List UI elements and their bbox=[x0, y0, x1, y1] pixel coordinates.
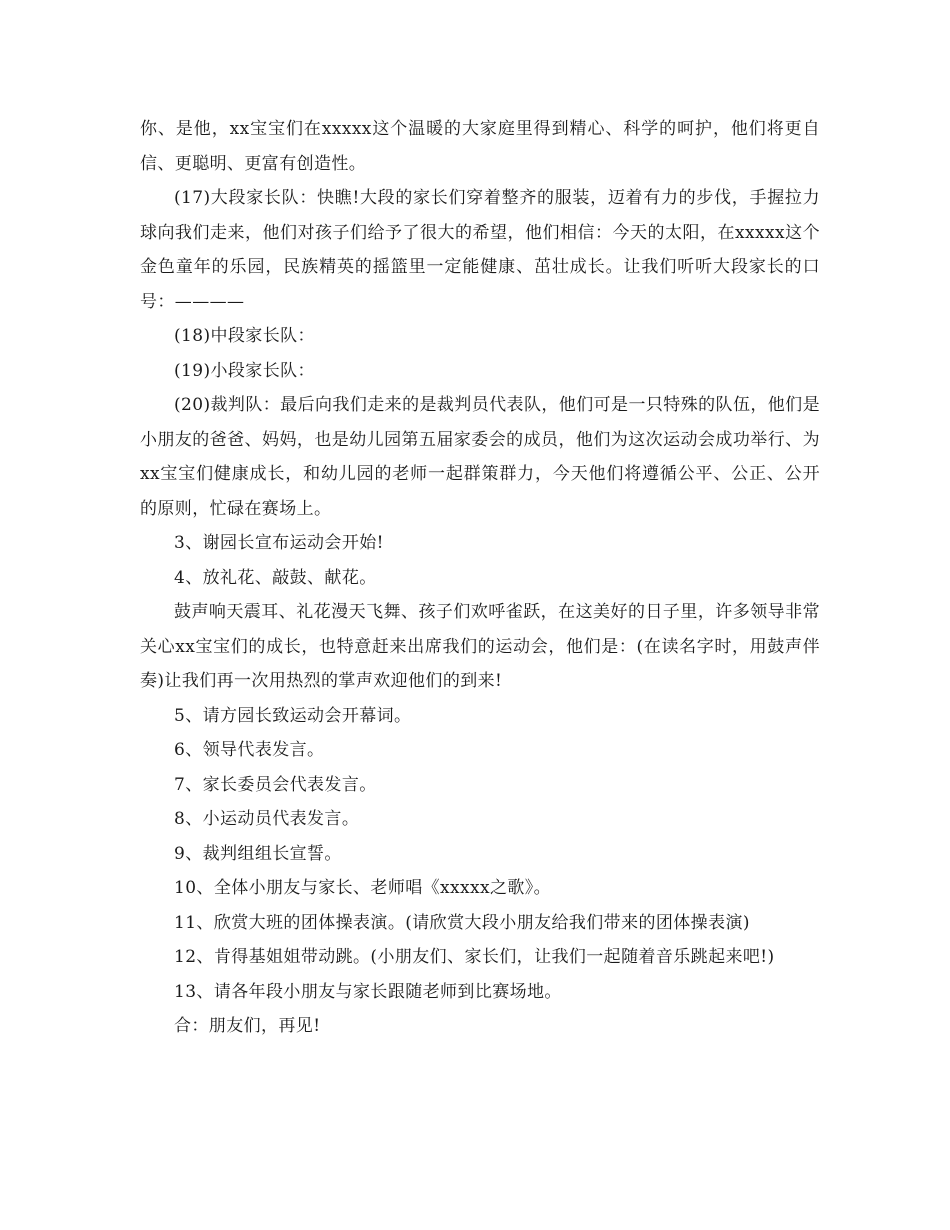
paragraph-item-10: 10、全体小朋友与家长、老师唱《xxxxx之歌》。 bbox=[174, 878, 552, 898]
paragraph-item-12: 12、肯得基姐姐带动跳。(小朋友们、家长们，让我们一起随着音乐跳起来吧!) bbox=[174, 947, 775, 967]
paragraph-18-middle-parents: (18)中段家长队： bbox=[174, 326, 315, 346]
paragraph-19-junior-parents: (19)小段家长队： bbox=[174, 360, 315, 381]
document-body bbox=[140, 112, 820, 1044]
paragraph-drums: 鼓声响天震耳、礼花漫天飞舞、孩子们欢呼雀跃，在这美好的日子里，许多领导非常关心xx宝宝们的成长，也特意赶来出席我们的运动会，他们是：(在读名字时，用鼓声伴奏)让我们再一次用热烈的掌声欢迎他们的到来! bbox=[140, 602, 820, 691]
paragraph-item-3: 3、谢园长宣布运动会开始! bbox=[174, 533, 384, 553]
paragraph-20-referees: (20)裁判队：最后向我们走来的是裁判员代表队，他们可是一只特殊的队伍，他们是小朋友的爸爸、妈妈，也是幼儿园第五届家委会的成员，他们为这次运动会成功举行、为xx宝宝们健康成长，和幼儿园的老师一起群策群力，今天他们将遵循公平、公正、公开的原则，忙碌在赛场上。 bbox=[140, 395, 820, 519]
paragraph-item-6: 6、领导代表发言。 bbox=[174, 740, 325, 760]
paragraph-intro: 你、是他，xx宝宝们在xxxxx这个温暖的大家庭里得到精心、科学的呵护，他们将更自信、更聪明、更富有创造性。 bbox=[140, 119, 820, 174]
paragraph-item-13: 13、请各年段小朋友与家长跟随老师到比赛场地。 bbox=[174, 981, 562, 1002]
paragraph-item-4: 4、放礼花、敲鼓、献花。 bbox=[174, 567, 377, 588]
paragraph-closing: 合：朋友们，再见! bbox=[174, 1016, 321, 1036]
paragraph-17-senior-parents: (17)大段家长队：快瞧!大段的家长们穿着整齐的服装，迈着有力的步伐，手握拉力球向我们走来，他们对孩子们给予了很大的希望，他们相信：今天的太阳，在xxxxx这个金色童年的乐园，民族精英的摇篮里一定能健康、茁壮成长。让我们听听大段家长的口号：———— bbox=[140, 188, 820, 312]
paragraph-item-7: 7、家长委员会代表发言。 bbox=[174, 774, 377, 795]
paragraph-item-9: 9、裁判组组长宣誓。 bbox=[174, 843, 342, 864]
paragraph-item-5: 5、请方园长致运动会开幕词。 bbox=[174, 705, 412, 726]
paragraph-item-11: 11、欣赏大班的团体操表演。(请欣赏大段小朋友给我们带来的团体操表演) bbox=[174, 912, 750, 933]
paragraph-item-8: 8、小运动员代表发言。 bbox=[174, 809, 360, 829]
